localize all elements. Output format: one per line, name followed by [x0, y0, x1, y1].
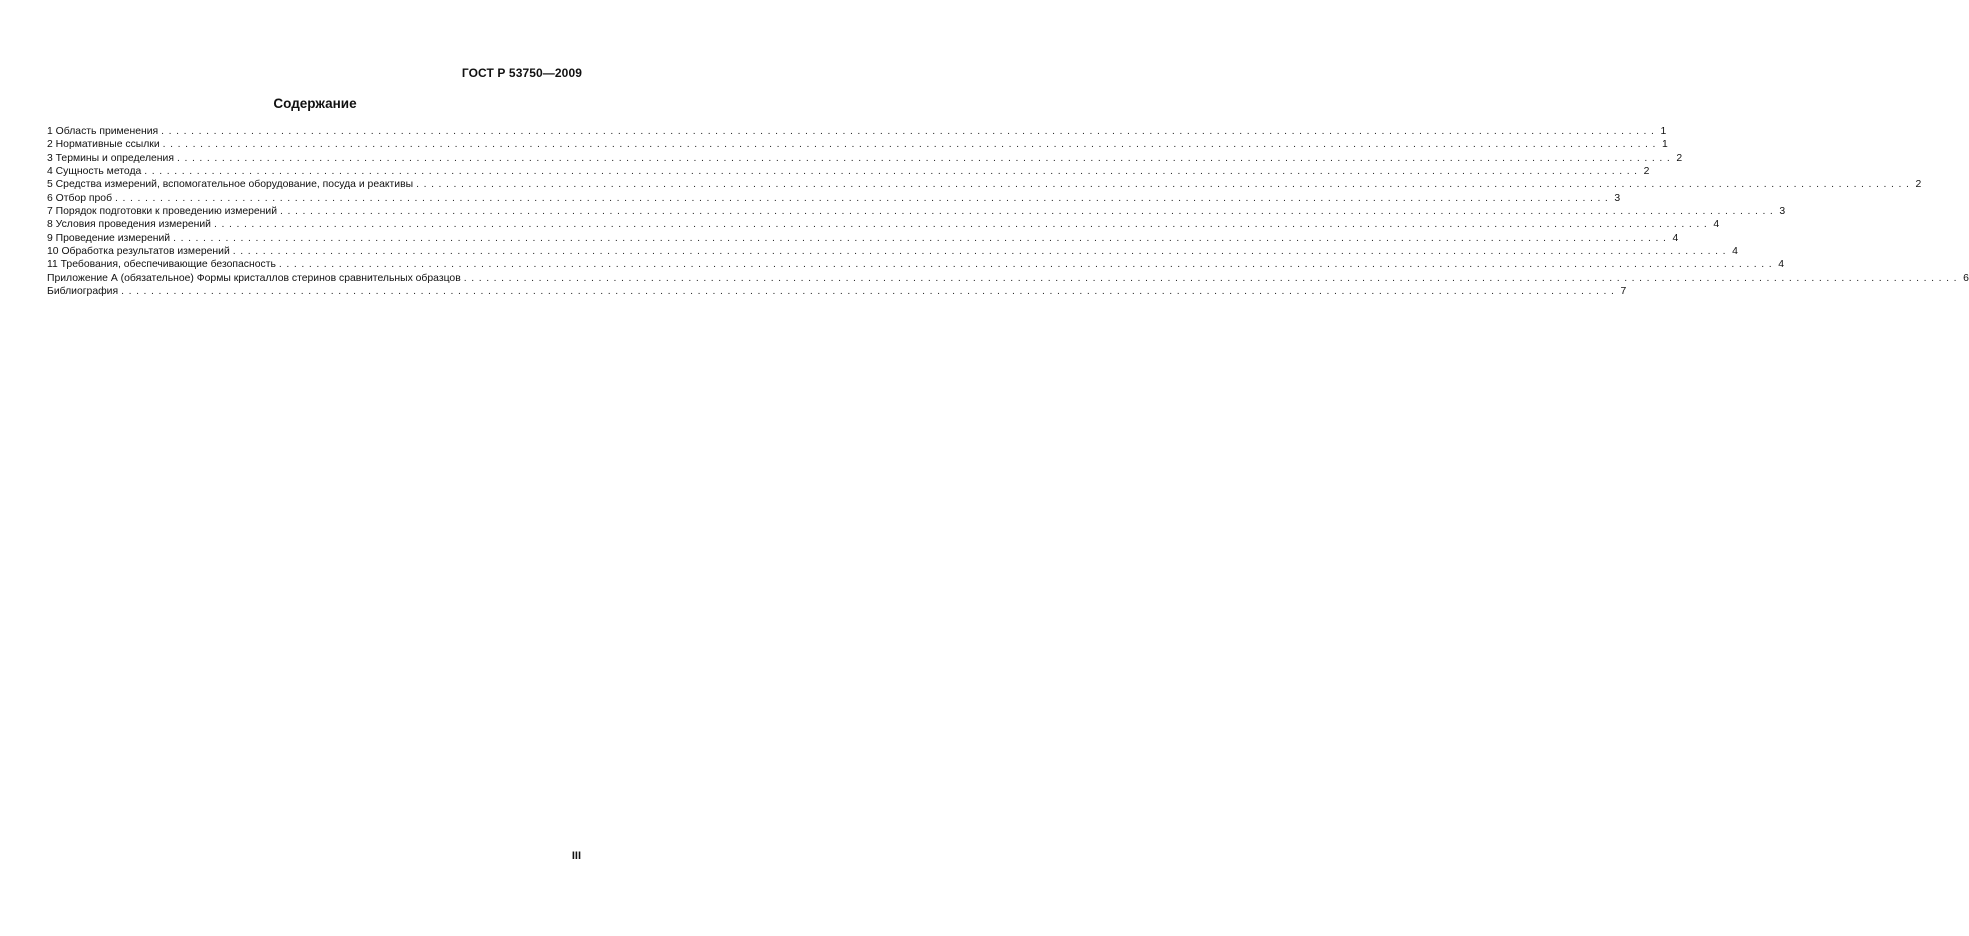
- toc-entry-label: 8 Условия проведения измерений: [47, 219, 211, 231]
- toc-entry[interactable]: [47, 232, 1679, 245]
- toc-entry-label: 1 Область применения: [47, 126, 159, 137]
- toc-entry-label: 4 Сущность метода: [47, 166, 142, 178]
- toc-entry-page: 2: [1676, 152, 1683, 164]
- toc-entry-label: Библиография: [47, 286, 119, 298]
- toc-dot-leader: ........................................................................................................................................................................................................: [161, 126, 1659, 137]
- toc-entry-label: 5 Средства измерений, вспомогательное оборудование, посуда и реактивы: [47, 179, 414, 191]
- toc-entry-page: 3: [1779, 206, 1786, 218]
- toc-entry[interactable]: [47, 272, 1969, 285]
- toc-dot-leader: ........................................................................................................................................................................................................: [214, 219, 1712, 231]
- toc-entry[interactable]: [47, 258, 1785, 271]
- toc-entry-page: 1: [1660, 126, 1667, 137]
- toc-entry[interactable]: [47, 205, 1786, 218]
- table-of-contents: [47, 125, 1969, 298]
- toc-entry-label: 3 Термины и определения: [47, 152, 174, 164]
- toc-entry-label: 7 Порядок подготовки к проведению измерений: [47, 206, 278, 218]
- toc-entry-page: 6: [1963, 272, 1969, 284]
- toc-entry-label: Приложение А (обязательное) Формы кристаллов стеринов сравнительных образцов: [47, 272, 461, 284]
- toc-entry-page: 2: [1643, 166, 1650, 178]
- toc-entry-page: 4: [1732, 246, 1738, 258]
- toc-entry-page: 1: [1662, 139, 1668, 151]
- toc-entry[interactable]: [47, 285, 1627, 298]
- toc-entry-page: 2: [1915, 179, 1922, 191]
- toc-dot-leader: ........................................................................................................................................................................................................: [144, 166, 1642, 178]
- toc-entry[interactable]: [47, 152, 1683, 165]
- toc-dot-leader: ........................................................................................................................................................................................................: [278, 259, 1777, 271]
- toc-entry-label: 10 Обработка результатов измерений: [47, 246, 230, 258]
- toc-entry-page: 3: [1614, 192, 1621, 204]
- toc-entry[interactable]: [47, 165, 1650, 178]
- toc-entry-page: 7: [1620, 286, 1627, 298]
- toc-dot-leader: ........................................................................................................................................................................................................: [463, 272, 1962, 284]
- toc-entry-label: 6 Отбор проб: [47, 192, 113, 204]
- document-code: ГОСТ Р 53750—2009: [461, 66, 582, 80]
- toc-dot-leader: ........................................................................................................................................................................................................: [176, 152, 1675, 164]
- toc-entry-page: 4: [1713, 219, 1720, 231]
- toc-dot-leader: ........................................................................................................................................................................................................: [115, 192, 1613, 204]
- toc-dot-leader: ........................................................................................................................................................................................................: [232, 246, 1731, 258]
- toc-entry[interactable]: [47, 138, 1668, 151]
- toc-dot-leader: ........................................................................................................................................................................................................: [173, 232, 1671, 244]
- toc-entry[interactable]: [47, 245, 1738, 258]
- toc-entry-label: 11 Требования, обеспечивающие безопасность: [47, 259, 276, 271]
- toc-entry-label: 9 Проведение измерений: [47, 232, 171, 244]
- toc-entry[interactable]: [47, 178, 1922, 191]
- toc-entry-page: 4: [1778, 259, 1785, 271]
- page-number: III: [571, 850, 581, 862]
- toc-title: Содержание: [273, 96, 357, 111]
- toc-dot-leader: ........................................................................................................................................................................................................: [416, 179, 1914, 191]
- toc-entry[interactable]: [47, 218, 1720, 231]
- toc-dot-leader: ........................................................................................................................................................................................................: [121, 286, 1619, 298]
- toc-entry[interactable]: [47, 125, 1667, 138]
- toc-dot-leader: ........................................................................................................................................................................................................: [280, 206, 1778, 218]
- toc-dot-leader: ........................................................................................................................................................................................................: [162, 139, 1661, 151]
- toc-entry[interactable]: [47, 192, 1621, 205]
- toc-entry-page: 4: [1672, 232, 1679, 244]
- toc-entry-label: 2 Нормативные ссылки: [47, 139, 160, 151]
